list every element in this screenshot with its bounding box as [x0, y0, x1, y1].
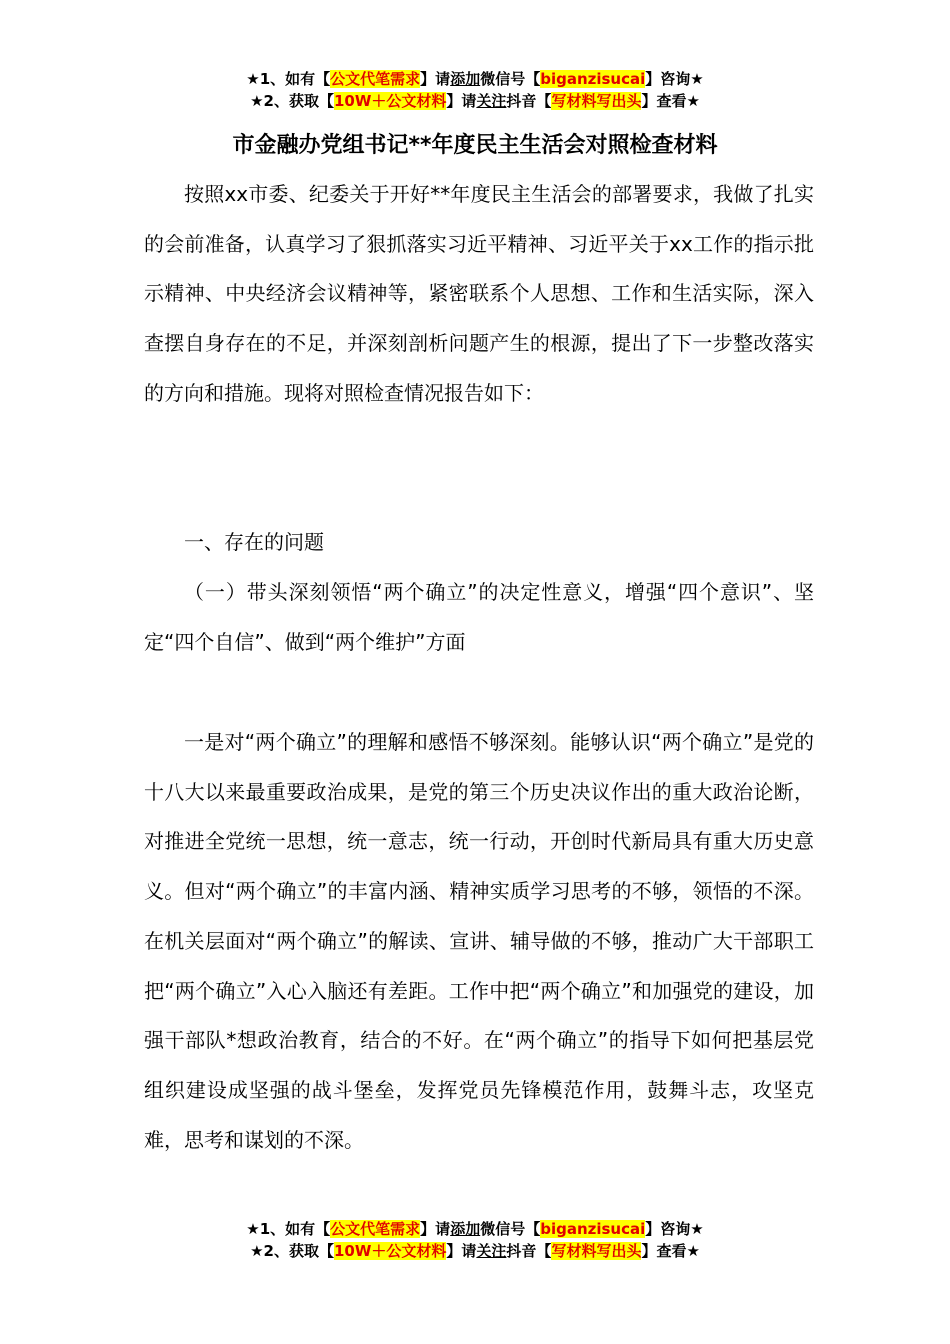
- section-heading: 一、存在的问题: [184, 530, 324, 554]
- document-title: 市金融办党组书记**年度民主生活会对照检查材料: [232, 133, 718, 158]
- intro-paragraph: 按照xx市委、纪委关于开好**年度民主生活会的部署要求，我做了扎实的会前准备，认真学习了狠抓落实习近平精神、习近平关于xx工作的指示批示精神、中央经济会议精神等，紧密联系个人思想、工作和生活实际，深入查摆自身存在的不足，并深刻剖析问题产生的根源，提出了下一步整改落实的方向和措施。现将对照检查情况报告如下：: [144, 182, 814, 405]
- promo-header: [0, 68, 950, 112]
- promo-highlight-materials: 10W＋公文材料: [333, 92, 447, 110]
- promo-highlight-douyin: 写材料写出头: [551, 92, 642, 110]
- promo-line-2: ★2、获取【10W＋公文材料】请关注抖音【写材料写出头】查看★: [250, 1242, 700, 1260]
- subsection-heading: （一）带头深刻领悟“两个确立”的决定性意义，增强“四个意识”、坚定“四个自信”、做到“两个维护”方面: [144, 580, 814, 654]
- promo-highlight-materials: 10W＋公文材料: [333, 1242, 447, 1260]
- promo-highlight-wechat: biganzisucai: [540, 1220, 646, 1238]
- promo-footer: [0, 1218, 950, 1262]
- promo-line-2: ★2、获取【10W＋公文材料】请关注抖音【写材料写出头】查看★: [250, 92, 700, 110]
- promo-line-1: ★1、如有【公文代笔需求】请添加微信号【biganzisucai】咨询★: [246, 70, 704, 88]
- promo-highlight-service: 公文代笔需求: [330, 1220, 421, 1238]
- promo-highlight-service: 公文代笔需求: [330, 70, 421, 88]
- point-paragraph: 一是对“两个确立”的理解和感悟不够深刻。能够认识“两个确立”是党的十八大以来最重要政治成果，是党的第三个历史决议作出的重大政治论断，对推进全党统一思想，统一意志，统一行动，开创时代新局具有重大历史意义。但对“两个确立”的丰富内涵、精神实质学习思考的不够，领悟的不深。在机关层面对“两个确立”的解读、宣讲、辅导做的不够，推动广大干部职工把“两个确立”入心入脑还有差距。工作中把“两个确立”和加强党的建设，加强干部队*想政治教育，结合的不好。在“两个确立”的指导下如何把基层党组织建设成坚强的战斗堡垒，发挥党员先锋模范作用，鼓舞斗志，攻坚克难，思考和谋划的不深。: [144, 730, 814, 1152]
- promo-highlight-wechat: biganzisucai: [540, 70, 646, 88]
- promo-highlight-douyin: 写材料写出头: [551, 1242, 642, 1260]
- promo-line-1: ★1、如有【公文代笔需求】请添加微信号【biganzisucai】咨询★: [246, 1220, 704, 1238]
